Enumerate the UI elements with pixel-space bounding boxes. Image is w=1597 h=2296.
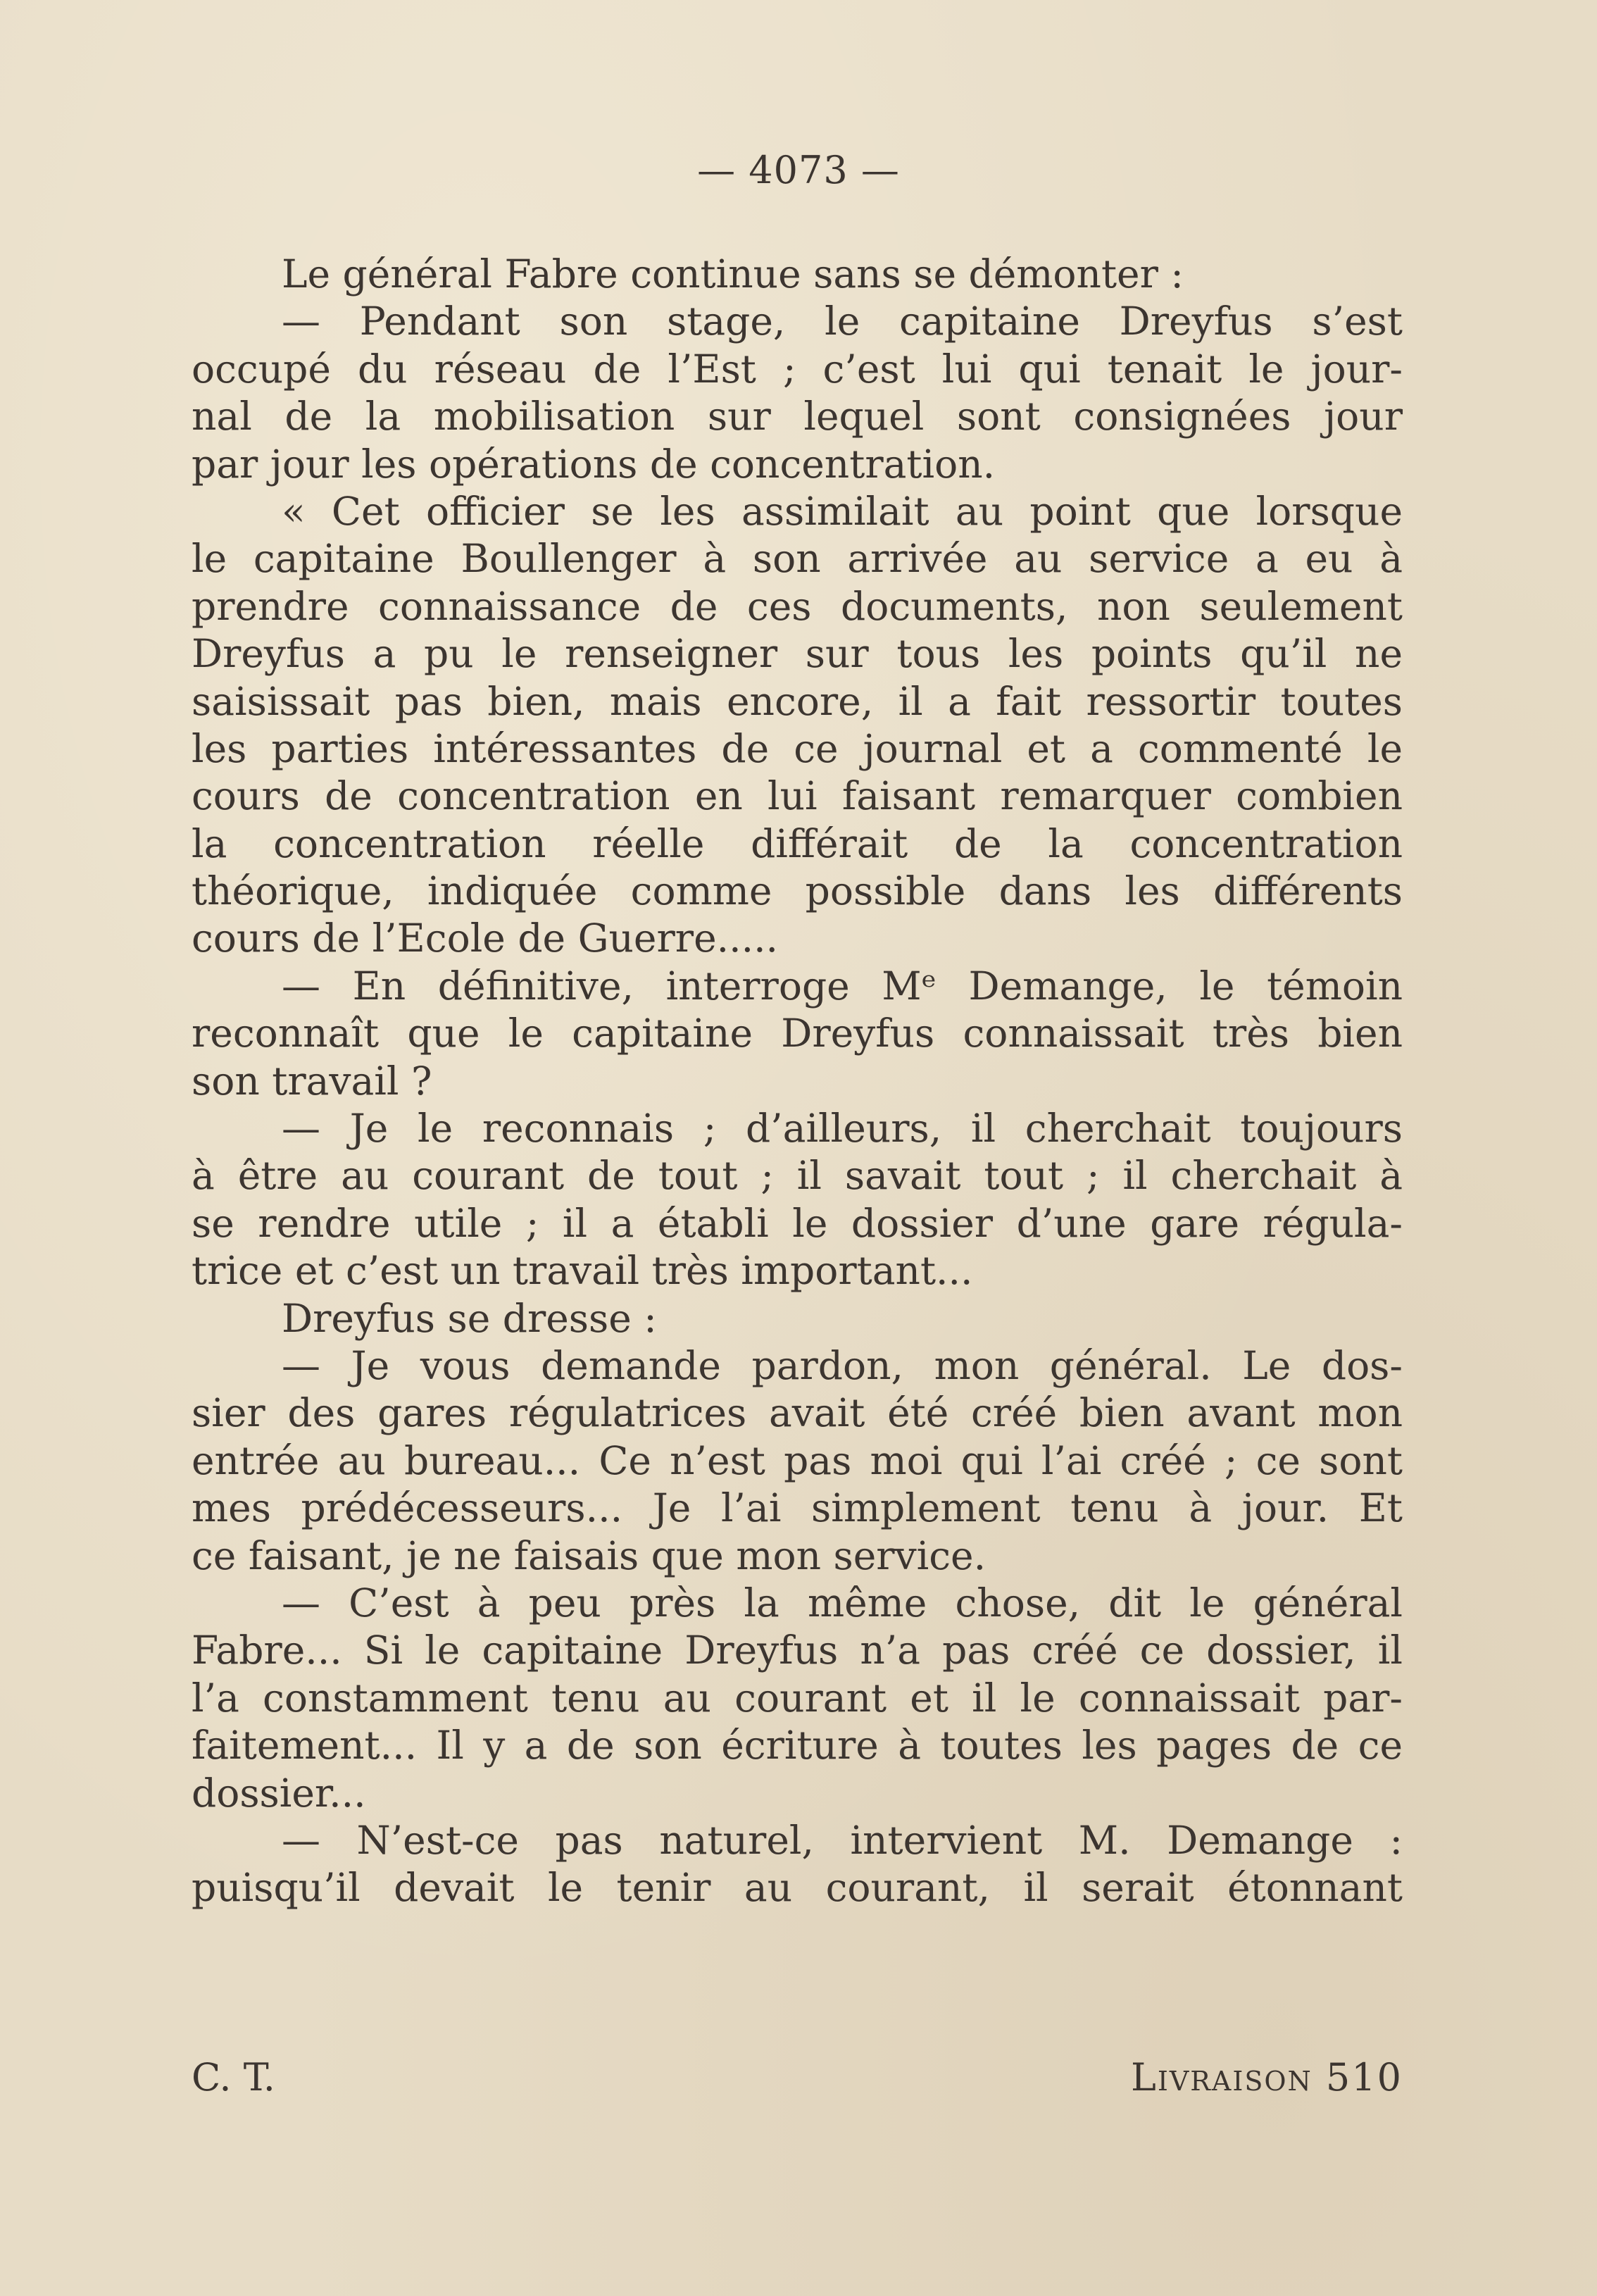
- text-line: Dreyfus a pu le renseigner sur tous les points qu’il ne: [192, 631, 1403, 677]
- text-line: faitement... Il y a de son écriture à toutes les pages de ce: [192, 1723, 1403, 1768]
- text-line: trice et c’est un travail très important...: [192, 1248, 973, 1294]
- text-line: à être au courant de tout ; il savait tout ; il cherchait à: [192, 1153, 1403, 1199]
- page-number: — 4073 —: [697, 148, 900, 192]
- text-line: — C’est à peu près la même chose, dit le général: [282, 1580, 1403, 1626]
- text-line: « Cet officier se les assimilait au point que lorsque: [282, 488, 1403, 534]
- text-line: — En définitive, interroge Mᵉ Demange, le témoin: [282, 963, 1403, 1009]
- text-line: — Je le reconnais ; d’ailleurs, il cherchait toujours: [282, 1106, 1403, 1152]
- text-line: le capitaine Boullenger à son arrivée au service a eu à: [192, 536, 1403, 582]
- text-line: sier des gares régulatrices avait été créé bien avant mon: [192, 1390, 1403, 1436]
- text-line: par jour les opérations de concentration.: [192, 441, 996, 487]
- livraison-number: Livraison 510: [1130, 2055, 1403, 2100]
- text-line: saisissait pas bien, mais encore, il a fait ressortir toutes: [192, 678, 1403, 724]
- text-line: Le général Fabre continue sans se démonter :: [282, 251, 1184, 297]
- text-line: — N’est-ce pas naturel, intervient M. Demange :: [282, 1817, 1403, 1863]
- text-line: — Pendant son stage, le capitaine Dreyfus s’est: [282, 299, 1403, 344]
- text-line: nal de la mobilisation sur lequel sont consignées jour: [192, 394, 1403, 439]
- text-line: ce faisant, je ne faisais que mon service.: [192, 1533, 987, 1578]
- body-text: [192, 251, 1403, 1912]
- text-line: les parties intéressantes de ce journal et a commenté le: [192, 725, 1403, 771]
- text-line: reconnaît que le capitaine Dreyfus connaissait très bien: [192, 1011, 1403, 1056]
- signature-mark: C. T.: [192, 2055, 275, 2100]
- text-line: se rendre utile ; il a établi le dossier d’une gare régula-: [192, 1200, 1403, 1246]
- text-line: cours de l’Ecole de Guerre.....: [192, 916, 779, 961]
- text-line: — Je vous demande pardon, mon général. Le dos-: [282, 1342, 1403, 1388]
- text-line: dossier...: [192, 1770, 366, 1816]
- text-line: prendre connaissance de ces documents, non seulement: [192, 583, 1403, 629]
- text-line: occupé du réseau de l’Est ; c’est lui qui tenait le jour-: [192, 346, 1403, 392]
- text-line: son travail ?: [192, 1058, 432, 1104]
- text-line: puisqu’il devait le tenir au courant, il serait étonnant: [192, 1865, 1403, 1911]
- text-line: théorique, indiquée comme possible dans les différents: [192, 868, 1403, 914]
- text-line: mes prédécesseurs... Je l’ai simplement tenu à jour. Et: [192, 1485, 1403, 1531]
- text-line: Fabre... Si le capitaine Dreyfus n’a pas créé ce dossier, il: [192, 1628, 1403, 1673]
- text-line: cours de concentration en lui faisant remarquer combien: [192, 773, 1403, 819]
- text-line: la concentration réelle différait de la concentration: [192, 821, 1403, 866]
- text-line: Dreyfus se dresse :: [282, 1295, 657, 1341]
- text-line: entrée au bureau... Ce n’est pas moi qui l’ai créé ; ce sont: [192, 1437, 1403, 1483]
- text-line: l’a constamment tenu au courant et il le connaissait par-: [192, 1675, 1403, 1721]
